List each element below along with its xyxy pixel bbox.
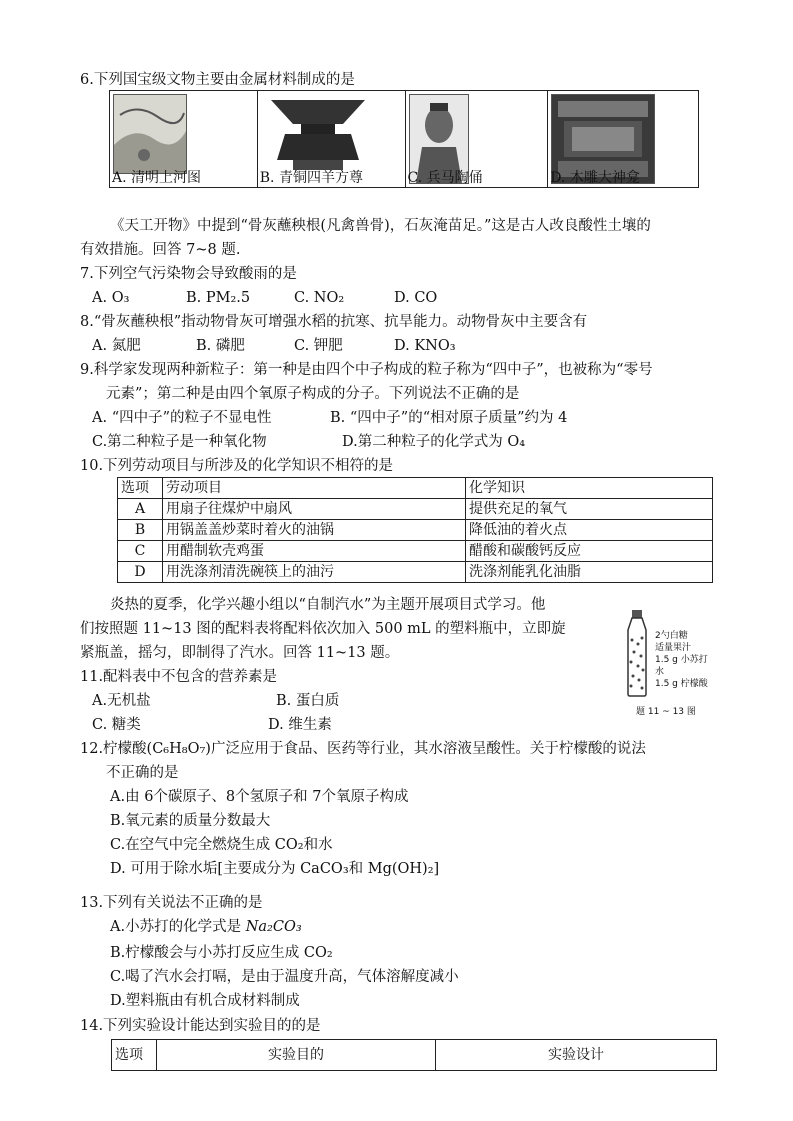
passage1-line1: 《天工开物》中提到“骨灰蘸秧根(凡禽兽骨)，石灰淹苗足。”这是古人改良酸性土壤的 (110, 218, 651, 234)
row-option: B (118, 520, 163, 541)
q7-option-c: C. NO₂ (294, 290, 345, 306)
q12-stem-line1: 12.柠檬酸(C₆H₈O₇)广泛应用于食品、医药等行业，其水溶液呈酸性。关于柠檬酸的说法 (80, 741, 646, 757)
bottle-caption: 题 11 ~ 13 图 (636, 707, 696, 717)
q6-option-d-label: D. 木雕大神龛 (550, 170, 640, 186)
q6-option-a (110, 91, 258, 188)
row-knowledge: 醋酸和碳酸钙反应 (466, 541, 713, 562)
q6-option-b (257, 91, 405, 188)
q6-option-a-label: A. 清明上河图 (112, 170, 202, 186)
q13-option-c: C.喝了汽水会打嗝，是由于温度升高，气体溶解度减小 (110, 969, 459, 985)
q7-option-a: A. O₃ (92, 290, 130, 306)
q9-stem-line1: 9.科学家发现两种新粒子：第一种是由四个中子构成的粒子称为“四中子”，也被称为“零号 (80, 362, 653, 378)
q13-option-a-text: A.小苏打的化学式是 (110, 919, 246, 935)
q6-option-c-label: C. 兵马陶俑 (407, 170, 483, 186)
header-purpose: 实验目的 (157, 1040, 436, 1071)
passage2-line3: 紧瓶盖，摇匀，即制得了汽水。回答 11~13 题。 (80, 645, 400, 661)
passage2-line1: 炎热的夏季，化学兴趣小组以“自制汽水”为主题开展项目式学习。他 (110, 597, 546, 613)
q11-stem: 11.配料表中不包含的营养素是 (80, 669, 278, 685)
bronze-vessel-image (263, 94, 373, 172)
table-row (118, 541, 713, 562)
table-row (118, 562, 713, 583)
q11-option-b: B. 蛋白质 (276, 693, 340, 709)
header-knowledge: 化学知识 (466, 478, 713, 499)
q10-table (117, 477, 713, 583)
row-option: A (118, 499, 163, 520)
q6-option-b-label: B. 青铜四羊方尊 (259, 170, 363, 186)
q13-option-b: B.柠檬酸会与小苏打反应生成 CO₂ (110, 945, 333, 961)
row-labor: 用扇子往煤炉中扇风 (163, 499, 466, 520)
header-labor: 劳动项目 (163, 478, 466, 499)
q13-option-d: D.塑料瓶由有机合成材料制成 (110, 993, 300, 1009)
q6-stem: 6.下列国宝级文物主要由金属材料制成的是 (80, 72, 355, 88)
bottle-label-juice: 适量果汁 (655, 643, 692, 653)
row-knowledge: 洗涤剂能乳化油脂 (466, 562, 713, 583)
q7-option-d: D. CO (394, 290, 438, 306)
passage1-line2: 有效措施。回答 7~8 题. (80, 242, 241, 258)
row-labor: 用锅盖盖炒菜时着火的油锅 (163, 520, 466, 541)
q12-option-b: B.氧元素的质量分数最大 (110, 813, 271, 829)
row-labor: 用洗涤剂清洗碗筷上的油污 (163, 562, 466, 583)
q8-option-b: B. 磷肥 (196, 338, 245, 354)
table-header-row (118, 478, 713, 499)
row-option: D (118, 562, 163, 583)
q8-option-c: C. 钾肥 (294, 338, 343, 354)
table-header-row (112, 1040, 717, 1071)
table-row (118, 520, 713, 541)
q13-stem: 13.下列有关说法不正确的是 (80, 895, 263, 911)
row-labor: 用醋制软壳鸡蛋 (163, 541, 466, 562)
bottle-label-water: 水 (655, 667, 665, 677)
q7-option-b: B. PM₂.5 (186, 290, 251, 306)
q14-stem: 14.下列实验设计能达到实验目的的是 (80, 1018, 321, 1034)
bottle-icon (622, 608, 652, 698)
q8-option-a: A. 氮肥 (92, 338, 141, 354)
q6-option-c (405, 91, 548, 188)
q9-stem-line2: 元素”；第二种是由四个氧原子构成的分子。下列说法不正确的是 (106, 386, 520, 402)
bottle-labels (655, 630, 708, 690)
painting-image (113, 94, 187, 174)
q6-option-d (548, 91, 699, 188)
bottle-label-citric: 1.5 g 柠檬酸 (655, 679, 708, 689)
q7-stem: 7.下列空气污染物会导致酸雨的是 (80, 266, 297, 282)
table-row (118, 499, 713, 520)
q9-option-d: D.第二种粒子的化学式为 O₄ (342, 434, 526, 450)
q12-stem-line2: 不正确的是 (106, 765, 179, 781)
q11-option-d: D. 维生素 (268, 717, 332, 733)
bottle-label-sugar: 2勺白糖 (655, 631, 688, 641)
q8-option-d: D. KNO₃ (394, 338, 456, 354)
q6-image-table (109, 90, 699, 188)
q9-option-a: A. “四中子”的粒子不显电性 (92, 410, 272, 426)
q9-option-c: C.第二种粒子是一种氧化物 (92, 434, 267, 450)
q12-option-c: C.在空气中完全燃烧生成 CO₂和水 (110, 837, 333, 853)
header-option: 选项 (118, 478, 163, 499)
header-design: 实验设计 (436, 1040, 717, 1071)
q8-stem: 8.“骨灰蘸秧根”指动物骨灰可增强水稻的抗寒、抗旱能力。动物骨灰中主要含有 (80, 314, 588, 330)
q11-option-c: C. 糖类 (92, 717, 141, 733)
q14-table (111, 1039, 717, 1071)
row-knowledge: 降低油的着火点 (466, 520, 713, 541)
q13-option-a (110, 917, 302, 937)
row-option: C (118, 541, 163, 562)
passage2-line2: 们按照题 11~13 图的配料表将配料依次加入 500 mL 的塑料瓶中，立即旋 (80, 621, 566, 637)
q11-option-a: A.无机盐 (92, 693, 151, 709)
q12-option-d: D. 可用于除水垢[主要成分为 CaCO₃和 Mg(OH)₂] (110, 861, 440, 877)
bottle-label-soda: 1.5 g 小苏打 (655, 655, 708, 665)
q9-option-b: B. “四中子”的“相对原子质量”约为 4 (330, 410, 568, 426)
q13-option-a-formula: Na₂CO₃ (245, 919, 302, 935)
header-option: 选项 (112, 1040, 157, 1071)
q12-option-a: A.由 6个碳原子、8个氢原子和 7个氧原子构成 (110, 789, 409, 805)
q10-stem: 10.下列劳动项目与所涉及的化学知识不相符的是 (80, 458, 394, 474)
row-knowledge: 提供充足的氧气 (466, 499, 713, 520)
